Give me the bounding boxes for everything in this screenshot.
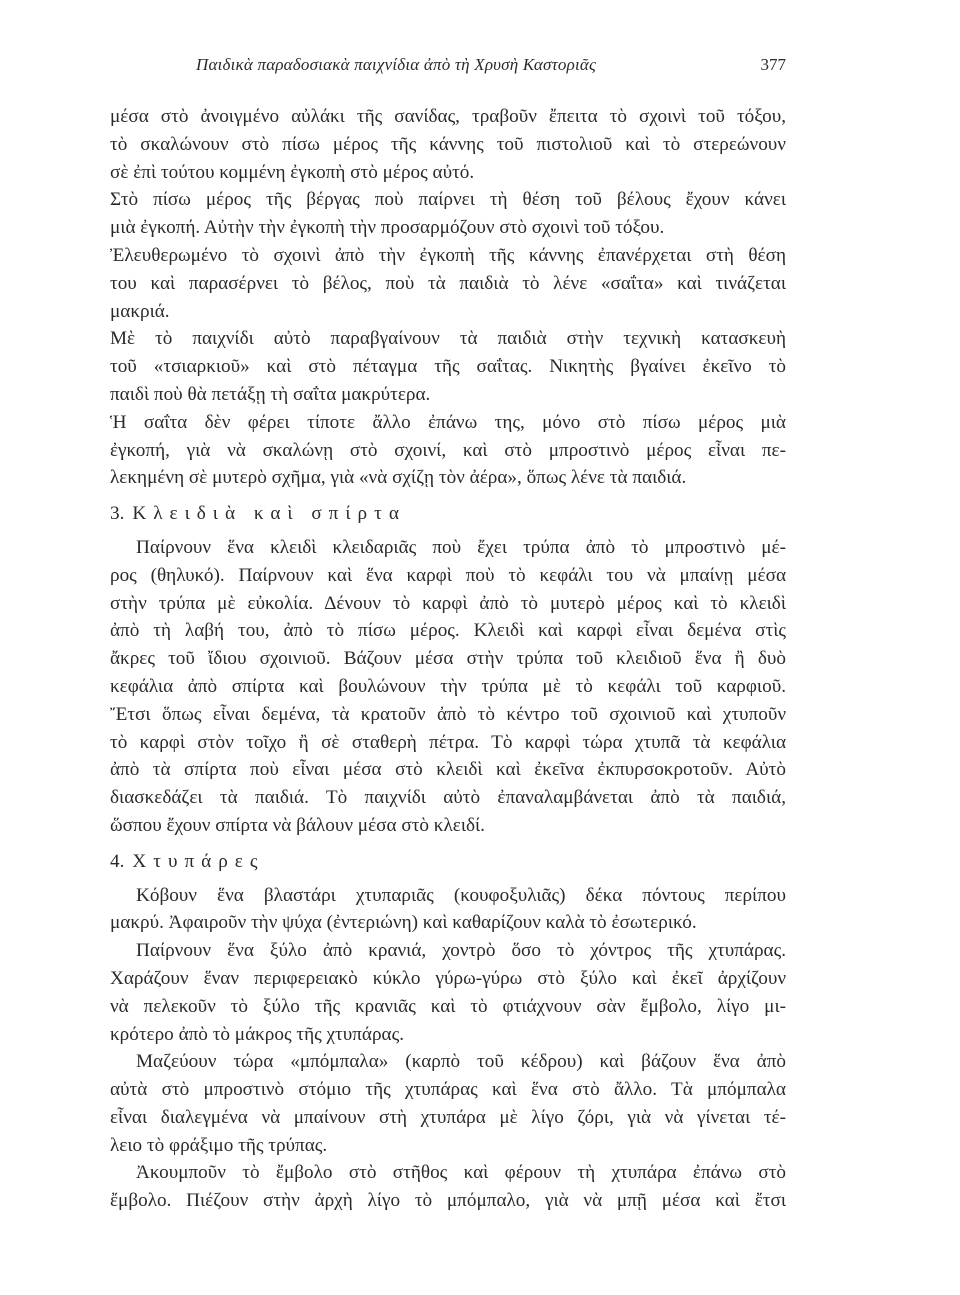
text-line: Κόβουν ἕνα βλαστάρι χτυπαριᾶς (κουφοξυλιᾶς) δέκα πόντους περίπου <box>136 884 786 906</box>
running-head <box>196 55 786 85</box>
text-line: σὲ ἐπὶ τούτου κομμένη ἐγκοπὴ στὸ μέρος αὐτό. <box>110 161 475 183</box>
text-line: ἔμβολο. Πιέζουν στὴν ἀρχὴ λίγο τὸ μπόμπαλο, γιὰ νὰ μπῇ μέσα καὶ ἔτσι <box>110 1190 786 1212</box>
text-line: τοῦ «τσιαρκιοῦ» καὶ στὸ πέταγμα τῆς σαΐτας. Νικητὴς βγαίνει ἐκεῖνο τὸ <box>110 356 786 378</box>
text-line: διασκεδάζει τὰ παιδιά. Τὸ παιχνίδι αὐτὸ ἐπαναλαμβάνεται ἀπὸ τὰ παιδιά, <box>110 787 786 809</box>
text-line: μιὰ ἐγκοπή. Αὐτὴν τὴν ἐγκοπὴ τὴν προσαρμόζουν στὸ σχοινὶ τοῦ τόξου. <box>110 217 665 239</box>
text-line: Χαράζουν ἕναν περιφερειακὸ κύκλο γύρω-γύρω στὸ ξύλο καὶ ἐκεῖ ἀρχίζουν <box>110 967 786 989</box>
text-line: μακριά. <box>110 300 170 322</box>
text-line: ἄκρες τοῦ ἴδιου σχοινιοῦ. Βάζουν μέσα στὴν τρύπα τοῦ κλειδιοῦ ἕνα ἢ δυὸ <box>110 648 786 670</box>
text-line: Ἐλευθερωμένο τὸ σχοινὶ ἀπὸ τὴν ἐγκοπὴ τῆς κάννης ἐπανέρχεται στὴ θέση <box>110 244 786 266</box>
text-line: μακρύ. Ἀφαιροῦν τὴν ψύχα (ἐντεριώνη) καὶ καθαρίζουν καλὰ τὸ ἐσωτερικό. <box>110 912 697 934</box>
text-line: Μὲ τὸ παιχνίδι αὐτὸ παραβγαίνουν τὰ παιδιὰ στὴν τεχνικὴ κατασκευὴ <box>110 328 786 350</box>
text-line: στὴν τρύπα μὲ εὐκολία. Δένουν τὸ καρφὶ ἀπὸ τὸ μυτερὸ μέρος καὶ τὸ κλειδὶ <box>110 592 786 614</box>
text-line: νὰ πελεκοῦν τὸ ξύλο τῆς κρανιᾶς καὶ τὸ φτιάχνουν σὰν ἔμβολο, λίγο μι- <box>110 995 786 1017</box>
body-text <box>110 103 786 1215</box>
page-number: 377 <box>760 55 786 74</box>
section-title: Κλειδιὰ καὶ σπίρτα <box>132 503 406 525</box>
section-heading-4 <box>110 848 786 876</box>
section-title: Χτυπάρες <box>132 850 265 872</box>
text-line: Ἡ σαΐτα δὲν φέρει τίποτε ἄλλο ἐπάνω της, μόνο στὸ πίσω μέρος μιὰ <box>110 411 786 433</box>
text-line: ρος (θηλυκό). Παίρνουν καὶ ἕνα καρφὶ ποὺ τὸ κεφάλι του νὰ μπαίνῃ μέσα <box>110 564 786 586</box>
text-line: εἶναι διαλεγμένα νὰ μπαίνουν στὴ χτυπάρα μὲ λίγο ζόρι, γιὰ νὰ γίνεται τέ- <box>110 1106 786 1128</box>
text-line: Ἔτσι ὅπως εἶναι δεμένα, τὰ κρατοῦν ἀπὸ τὸ κέντρο τοῦ σχοινιοῦ καὶ χτυποῦν <box>110 703 786 725</box>
text-line: κεφάλια ἀπὸ σπίρτα καὶ βουλώνουν τὴν τρύπα μὲ τὸ κεφάλι τοῦ καρφιοῦ. <box>110 675 786 697</box>
text-line: του καὶ παρασέρνει τὸ βέλος, ποὺ τὰ παιδιὰ τὸ λένε «σαΐτα» καὶ τινάζεται <box>110 272 786 294</box>
text-line: Παίρνουν ἕνα κλειδὶ κλειδαριᾶς ποὺ ἔχει τρύπα ἀπὸ τὸ μπροστινὸ μέ- <box>136 536 786 558</box>
text-line: ἐγκοπή, γιὰ νὰ σκαλώνῃ στὸ σχοινί, καὶ στὸ μπροστινὸ μέρος εἶναι πε- <box>110 439 786 461</box>
text-line: Ἀκουμποῦν τὸ ἔμβολο στὸ στῆθος καὶ φέρουν τὴ χτυπάρα ἐπάνω στὸ <box>136 1162 786 1184</box>
text-line: λεκημένη σὲ μυτερὸ σχῆμα, γιὰ «νὰ σχίζῃ τὸν ἀέρα», ὅπως λένε τὰ παιδιά. <box>110 467 687 489</box>
text-line: τὸ καρφὶ στὸν τοῖχο ἢ σὲ σταθερὴ πέτρα. Τὸ καρφὶ τώρα χτυπᾶ τὰ κεφάλια <box>110 731 786 753</box>
section-number: 3. <box>110 503 125 525</box>
text-line: ὥσπου ἔχουν σπίρτα νὰ βάλουν μέσα στὸ κλειδί. <box>110 814 485 836</box>
text-line: ἀπὸ τὰ σπίρτα ποὺ εἶναι μέσα στὸ κλειδὶ καὶ ἐκεῖνα ἐκπυρσοκροτοῦν. Αὐτὸ <box>110 759 786 781</box>
text-line: λειο τὸ φράξιμο τῆς τρύπας. <box>110 1134 328 1156</box>
text-line: τὸ σκαλώνουν στὸ πίσω μέρος τῆς κάννης τοῦ πιστολιοῦ καὶ τὸ στερεώνουν <box>110 133 786 155</box>
text-line: κρότερο ἀπὸ τὸ μάκρος τῆς χτυπάρας. <box>110 1023 405 1045</box>
text-line: μέσα στὸ ἀνοιγμένο αὐλάκι τῆς σανίδας, τραβοῦν ἔπειτα τὸ σχοινὶ τοῦ τόξου, <box>110 106 786 127</box>
text-line: αὐτὰ στὸ μπροστινὸ στόμιο τῆς χτυπάρας καὶ ἕνα στὸ ἄλλο. Τὰ μπόμπαλα <box>110 1079 786 1101</box>
running-title: Παιδικὰ παραδοσιακὰ παιχνίδια ἀπὸ τὴ Χρυσὴ Καστοριᾶς <box>196 55 597 74</box>
section-heading-3 <box>110 500 786 528</box>
text-line: Στὸ πίσω μέρος τῆς βέργας ποὺ παίρνει τὴ θέση τοῦ βέλους ἔχουν κάνει <box>110 189 786 211</box>
section-number: 4. <box>110 850 125 872</box>
text-line: Μαζεύουν τώρα «μπόμπαλα» (καρπὸ τοῦ κέδρου) καὶ βάζουν ἕνα ἀπὸ <box>136 1051 786 1073</box>
text-line: παιδὶ ποὺ θὰ πετάξῃ τὴ σαΐτα μακρύτερα. <box>110 383 431 405</box>
text-line: Παίρνουν ἕνα ξύλο ἀπὸ κρανιά, χοντρὸ ὅσο τὸ χόντρος τῆς χτυπάρας. <box>136 940 786 962</box>
text-line: ἀπὸ τὴ λαβή του, ἀπὸ τὸ πίσω μέρος. Κλειδὶ καὶ καρφὶ εἶναι δεμένα στὶς <box>110 620 786 642</box>
